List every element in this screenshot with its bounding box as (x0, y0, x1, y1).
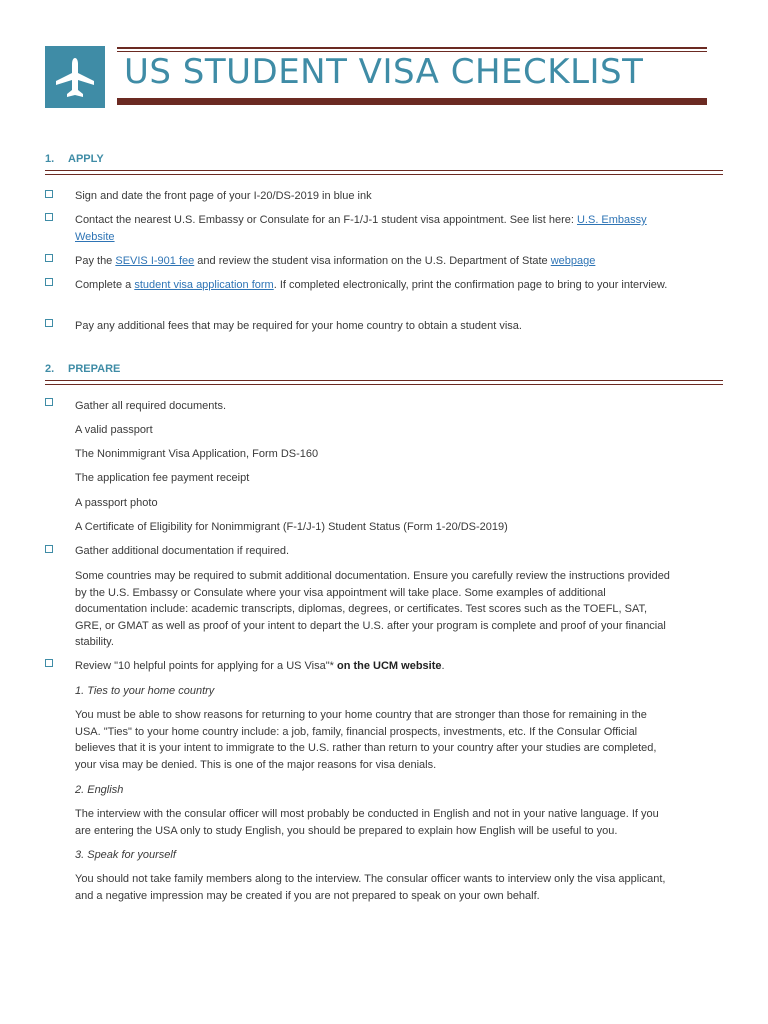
logo (45, 46, 105, 108)
checkbox[interactable] (45, 190, 53, 198)
paragraph: Some countries may be required to submit additional documentation. Ensure you carefully review the instructions provided by the U.S. Embassy or Consulate where your visa appointment will take place. Some examples of additional documentation include: academic transcripts, diplomas, degrees, or certificates. Test scores such as the TOEFL, SAT, GRE, or GMAT as well as proof of your intent to depart the U.S. after your program is complete and proof of your financial stability. (75, 570, 670, 648)
checklist-item: Pay the SEVIS I-901 fee and review the student visa information on the U.S. Department of State webpage (75, 255, 596, 267)
point-heading: 3. Speak for yourself (75, 849, 176, 861)
checklist-item: Gather additional documentation if required. (75, 545, 290, 557)
document-item: The Nonimmigrant Visa Application, Form DS-160 (75, 448, 319, 460)
section-heading-prepare (45, 363, 120, 375)
document-item: The application fee payment receipt (75, 472, 250, 484)
checklist-item: Gather all required documents. (75, 400, 227, 412)
paragraph: The interview with the consular officer will most probably be conducted in English and not in your native language. If you are entering the USA only to study English, you should be prepared to explain how English will be useful to you. (75, 808, 659, 837)
ucm-website-text: on the UCM website (336, 660, 442, 672)
section-heading-apply (45, 153, 104, 165)
section-rule (45, 170, 723, 171)
document-item: A Certificate of Eligibility for Nonimmigrant (F-1/J-1) Student Status (Form 1-20/DS-2019) (75, 521, 508, 533)
state-department-webpage-link[interactable]: webpage (550, 255, 596, 267)
checklist-item: Review "10 helpful points for applying for a US Visa"* on the UCM website. (75, 660, 445, 672)
paragraph: You should not take family members along to the interview. The consular officer wants to interview only the visa applicant, and a negative impression may be created if you are not prepared to speak on your own behalf. (75, 873, 666, 902)
section-rule (45, 384, 723, 385)
section-rule (45, 174, 723, 175)
section-number: 1. (45, 153, 55, 165)
checklist-item: Pay any additional fees that may be required for your home country to obtain a student visa. (75, 320, 522, 332)
section-rule (45, 380, 723, 381)
checklist-item: Sign and date the front page of your I-20/DS-2019 in blue ink (75, 190, 372, 202)
checkbox[interactable] (45, 213, 53, 221)
checkbox[interactable] (45, 659, 53, 667)
document-item: A valid passport (75, 424, 153, 436)
header-rule-thick (117, 98, 707, 105)
paragraph: You must be able to show reasons for returning to your home country that are stronger than those for remaining in the USA. "Ties" to your home country include: a job, family, financial prospects, investments, etc. If the Consular Official believes that it is your intent to immigrate to the U.S. rather than return to your country after your studies are completed, your visa may be denied. This is one of the major reasons for visa denials. (75, 709, 657, 771)
airplane-icon (45, 46, 105, 108)
point-heading: 1. Ties to your home country (75, 685, 215, 697)
sevis-fee-link[interactable]: SEVIS I-901 fee (115, 255, 195, 267)
checkbox[interactable] (45, 278, 53, 286)
checklist-item: Complete a student visa application form. If completed electronically, print the confirmation page to bring to your interview. (75, 279, 668, 291)
section-title: APPLY (68, 153, 104, 165)
header-rule-top (117, 47, 707, 49)
point-heading: 2. English (75, 784, 124, 796)
section-title: PREPARE (68, 363, 121, 375)
checkbox[interactable] (45, 319, 53, 327)
section-number: 2. (45, 363, 55, 375)
visa-application-form-link[interactable]: student visa application form (134, 279, 274, 291)
checklist-item: Contact the nearest U.S. Embassy or Consulate for an F-1/J-1 student visa appointment. See list here: U.S. Embassy Website (75, 214, 647, 243)
document-item: A passport photo (75, 497, 158, 509)
checkbox[interactable] (45, 398, 53, 406)
page-title: US STUDENT VISA CHECKLIST (124, 52, 644, 92)
embassy-website-link[interactable]: U.S. Embassy Website (75, 214, 647, 243)
checkbox[interactable] (45, 254, 53, 262)
checkbox[interactable] (45, 545, 53, 553)
